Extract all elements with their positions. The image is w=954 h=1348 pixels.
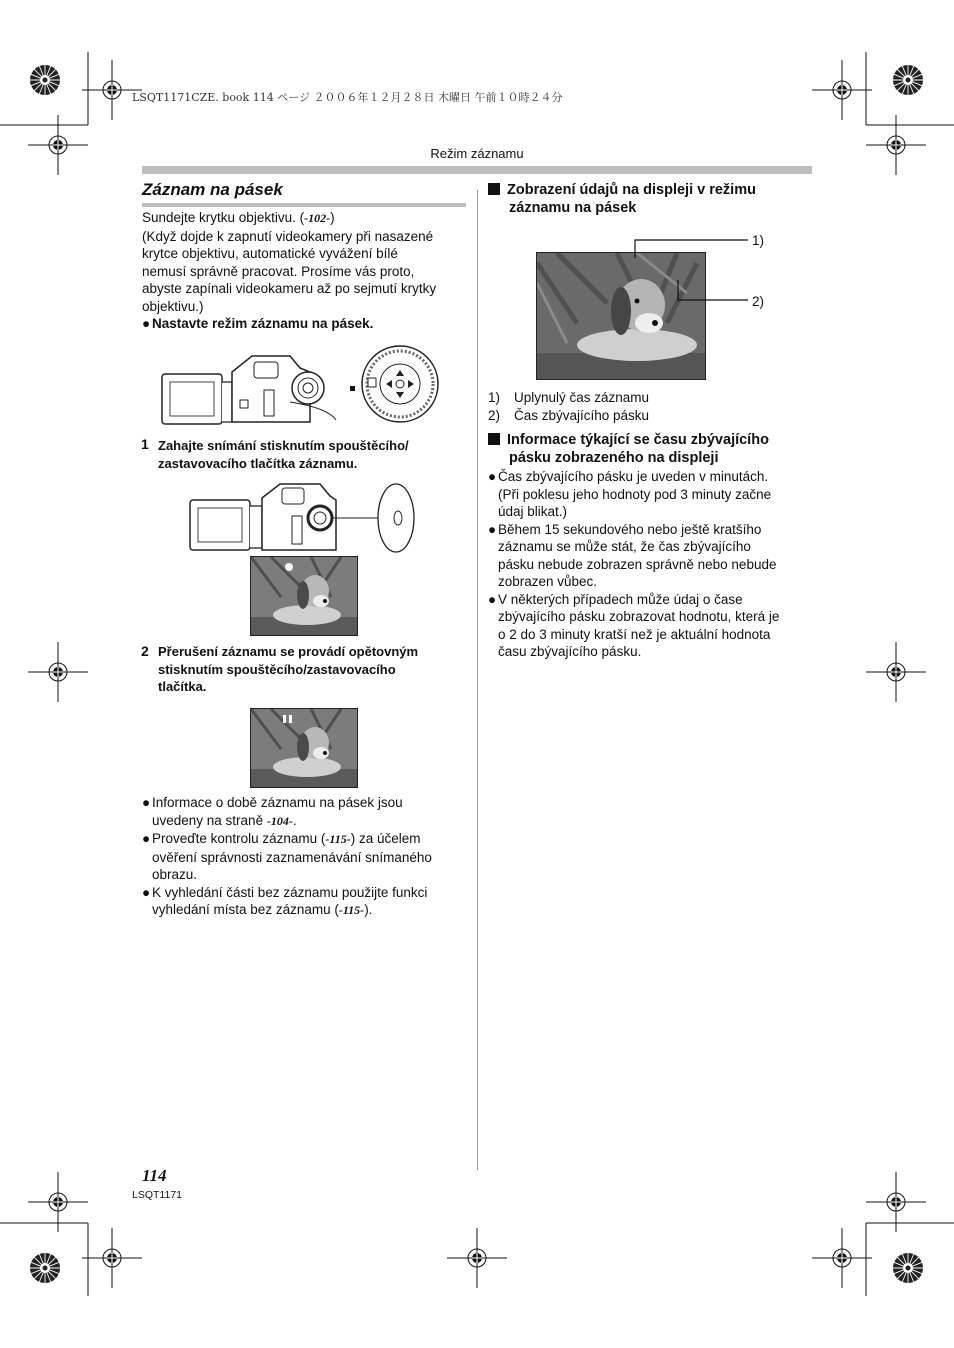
- header-rule: [142, 166, 812, 174]
- pause-indicator-icon: [283, 715, 293, 723]
- title-rule: [142, 203, 466, 207]
- note-item: ● Informace o době záznamu na pásek jsou uvedeny na straně -104-.: [142, 795, 403, 828]
- intro-line: nemusí správně pracovat. Prosíme vás proto,: [142, 263, 415, 279]
- intro-line: abyste zapínali videokameru až po sejmutí krytky: [142, 281, 437, 296]
- dog-photo-paused: [250, 708, 358, 788]
- step-2-text: Přerušení záznamu se provádí opětovným stisknutím spouštěcího/zastavovacího tlačítka.: [158, 644, 419, 694]
- dog-photo-image: [251, 557, 357, 635]
- note-item: ● V některých případech může údaj o čase zbývajícího pásku zobrazovat hodnotu, která je o 2 do 3 minuty kratší než je aktuální hodnota času zbývajícího pásku.: [488, 591, 780, 659]
- step-1-text: Zahajte snímání stisknutím spouštěcího/ zastavovacího tlačítka záznamu.: [158, 438, 409, 471]
- step-1-number: 1: [141, 436, 149, 452]
- note-item: ● K vyhledání části bez záznamu použijte funkci vyhledání místa bez záznamu (-115-).: [142, 884, 428, 917]
- step-2-number: 2: [141, 643, 149, 659]
- camcorder-illustration: [160, 342, 450, 428]
- intro-line: (Když dojde k zapnutí videokamery při nasazené: [142, 228, 434, 244]
- dog-photo-paused-image: [251, 709, 357, 787]
- callout-2: 2): [752, 294, 765, 309]
- model-code: LSQT1171: [132, 1189, 183, 1201]
- note-item: ● Proveďte kontrolu záznamu (-115-) za účelem ověření správnosti zaznamenávání snímaného obrazu.: [142, 831, 432, 882]
- callout-lines: [630, 230, 760, 310]
- right-notes: [488, 468, 818, 661]
- print-header: LSQT1171CZE. book 114 ページ ２００６年１２月２８日 木曜日 午前１０時２４分: [132, 91, 563, 104]
- square-bullet-icon: [488, 183, 500, 195]
- note-item: ● Čas zbývajícího pásku je uveden v minutách. (Při poklesu jeho hodnoty pod 3 minuty začne údaj blikat.): [488, 469, 772, 519]
- section-label: Režim záznamu: [430, 146, 524, 161]
- square-bullet-icon: [488, 433, 500, 445]
- page-title: Záznam na pásek: [142, 180, 283, 199]
- intro-line: Sundejte krytku objektivu. (-102-): [142, 210, 335, 225]
- section-heading-remaining: Informace týkající se času zbývajícího pásku zobrazeného na displeji: [488, 431, 818, 467]
- mode-bullet: ● Nastavte režim záznamu na pásek.: [142, 316, 374, 331]
- page-number: 114: [142, 1166, 167, 1185]
- dog-photo: [250, 556, 358, 636]
- note-item: ● Během 15 sekundového nebo ještě kratšího záznamu se může stát, že čas zbývajícího pásku nebude zobrazen správně nebo nebude zobrazen vůbec.: [488, 521, 777, 589]
- left-notes: [142, 794, 472, 920]
- record-button-illustration: [188, 480, 418, 556]
- column-divider: [477, 190, 478, 1170]
- section-heading-display: Zobrazení údajů na displeji v režimu záznamu na pásek: [488, 181, 818, 217]
- legend-item: 2) Čas zbývajícího pásku: [488, 407, 650, 423]
- intro-line: objektivu.): [142, 298, 204, 314]
- record-indicator-icon: [285, 563, 293, 571]
- intro-text: [142, 209, 472, 333]
- intro-line: krytce objektivu, automatické vyvážení bílé: [142, 246, 398, 261]
- callout-legend: [488, 389, 818, 424]
- legend-item: 1) Uplynulý čas záznamu: [488, 390, 650, 405]
- callout-1: 1): [752, 233, 765, 248]
